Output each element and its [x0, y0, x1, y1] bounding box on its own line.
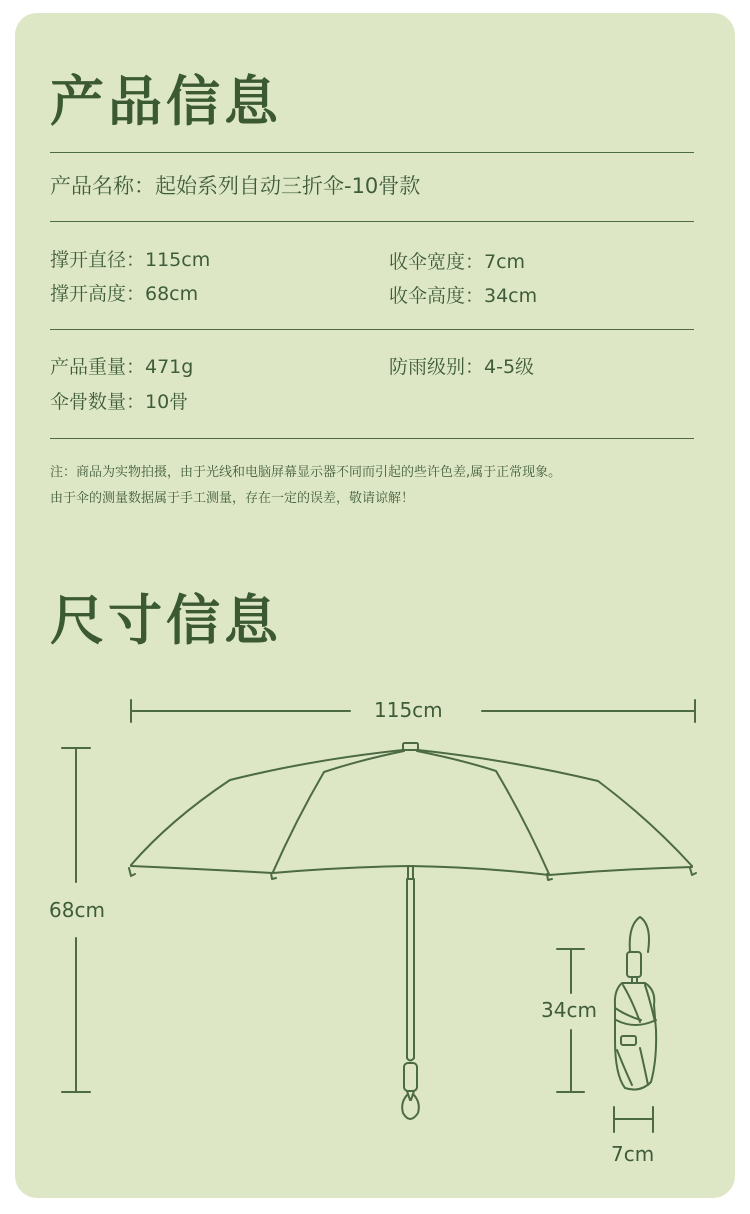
- height-label: 68cm: [49, 898, 105, 922]
- spec-open-diameter: 撑开直径：115cm: [50, 249, 211, 271]
- spec-rib-count: 伞骨数量：10骨: [50, 391, 189, 413]
- spec-closed-height: 收伞高度：34cm: [389, 285, 538, 307]
- size-info-title: 尺寸信息: [50, 589, 282, 652]
- note-line-2: 由于伞的测量数据属于手工测量，存在一定的误差，敬请谅解！: [50, 491, 415, 506]
- spec-rain-level: 防雨级别：4-5级: [389, 356, 535, 378]
- closed-height-label: 34cm: [541, 998, 597, 1022]
- open-umbrella-icon: [129, 743, 696, 1119]
- closed-umbrella-icon: [615, 917, 656, 1090]
- diameter-label: 115cm: [374, 698, 443, 722]
- closed-width-label: 7cm: [611, 1142, 655, 1166]
- spec-weight: 产品重量：471g: [50, 356, 194, 378]
- note-line-1: 注：商品为实物拍摄，由于光线和电脑屏幕显示器不同而引起的些许色差,属于正常现象。: [50, 465, 562, 480]
- spec-open-height: 撑开高度：68cm: [50, 283, 199, 305]
- product-name: 产品名称：起始系列自动三折伞-10骨款: [50, 174, 421, 198]
- spec-closed-width: 收伞宽度：7cm: [389, 251, 526, 273]
- closed-width-dimension-line: [614, 1107, 653, 1132]
- product-info-title: 产品信息: [50, 70, 282, 133]
